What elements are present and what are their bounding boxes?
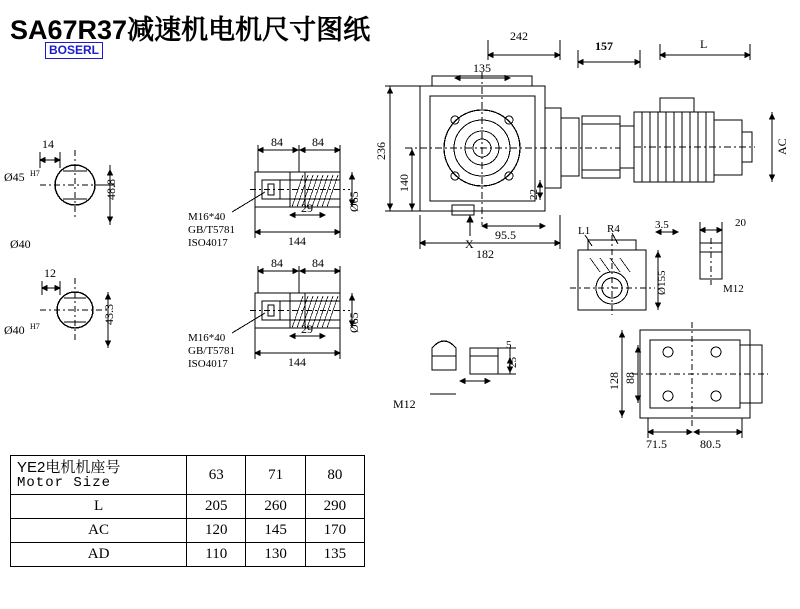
note-shaft-bottom-thread1: M16*40 [188, 332, 226, 344]
table-row [11, 543, 365, 567]
dim-right-dia155: Ø155 [656, 270, 668, 295]
dim-right-l1: L1 [578, 225, 591, 237]
note-shaft-top-thread2: GB/T5781 [188, 224, 236, 236]
dim-bottom-71-5: 71.5 [646, 437, 667, 451]
dim-left-bottom-bore: Ø40 [4, 323, 25, 337]
label-section-x: X [465, 237, 474, 251]
table-row [11, 456, 365, 495]
dim-bottom-88: 88 [623, 372, 637, 384]
table-header-label-cn: YE2电机机座号 [17, 458, 121, 476]
table-header-value-2: 80 [305, 456, 364, 495]
dim-main-157: 157 [595, 39, 613, 53]
dim-shaft-bottom-84a: 84 [271, 256, 283, 270]
dim-shaft-top-144: 144 [288, 234, 306, 248]
note-shaft-top-thread1: M16*40 [188, 211, 226, 223]
table-row-label-AC: AC [11, 519, 187, 543]
dim-shaft-top-dia: Ø65 [347, 191, 361, 212]
dim-bottom-128: 128 [607, 372, 621, 390]
dim-shaft-bottom-84b: 84 [312, 256, 324, 270]
dim-left-top-bore: Ø45 [4, 170, 25, 184]
table-cell-AC-80: 170 [305, 519, 364, 543]
dim-main-135: 135 [473, 61, 491, 75]
table-cell-L-80: 290 [305, 495, 364, 519]
brand-logo: BOSERL [45, 42, 103, 59]
dim-main-182: 182 [476, 247, 494, 261]
dim-main-242: 242 [510, 29, 528, 43]
dim-right-3-5: 3.5 [655, 219, 669, 231]
dim-left-bottom-bore-tol: H7 [30, 322, 40, 331]
table-header-value-0: 63 [187, 456, 246, 495]
table-cell-AD-63: 110 [187, 543, 246, 567]
page-title: SA67R37减速机电机尺寸图纸 [10, 15, 371, 45]
dim-right-m12: M12 [723, 283, 744, 295]
table-cell-AD-80: 135 [305, 543, 364, 567]
table-row-label-L: L [11, 495, 187, 519]
dim-main-95-5: 95.5 [495, 228, 516, 242]
table-cell-L-71: 260 [246, 495, 305, 519]
dim-left-top-48-8: 48.8 [104, 179, 118, 200]
table-row [11, 519, 365, 543]
dim-shaft-bottom-29: 29 [301, 322, 313, 336]
table-row [11, 495, 365, 519]
note-shaft-bottom-thread3: ISO4017 [188, 358, 228, 370]
dim-main-140: 140 [397, 174, 411, 192]
dim-bottom-80-5: 80.5 [700, 437, 721, 451]
dim-left-top-bore-tol: H7 [30, 169, 40, 178]
dim-left-bottom-43-3: 43.3 [102, 304, 116, 325]
table-cell-AD-71: 130 [246, 543, 305, 567]
dim-right-20: 20 [735, 217, 746, 229]
table-header-value-1: 71 [246, 456, 305, 495]
dim-right-r4: R4 [607, 223, 620, 235]
table-header-label [11, 456, 187, 495]
dim-detail-5: 5 [506, 339, 512, 351]
dim-shaft-top-84a: 84 [271, 135, 283, 149]
dim-main-AC: AC [775, 138, 789, 155]
dim-shaft-bottom-144: 144 [288, 355, 306, 369]
dim-detail-25: 25 [507, 357, 519, 368]
dim-main-L: L [700, 37, 708, 51]
dim-shaft-top-84b: 84 [312, 135, 324, 149]
dim-main-22: 22 [528, 189, 540, 200]
table-cell-AC-71: 145 [246, 519, 305, 543]
table-row-label-AD: AD [11, 543, 187, 567]
note-shaft-top-thread3: ISO4017 [188, 237, 228, 249]
dim-shaft-top-29: 29 [301, 201, 313, 215]
dim-left-top-14: 14 [42, 137, 54, 151]
dim-main-236: 236 [374, 142, 388, 160]
motor-size-table [10, 455, 365, 567]
dim-left-top-d40: Ø40 [10, 237, 31, 251]
table-cell-AC-63: 120 [187, 519, 246, 543]
table-header-label-en: Motor Size [17, 474, 112, 491]
table-cell-L-63: 205 [187, 495, 246, 519]
dim-left-bottom-12: 12 [44, 266, 56, 280]
note-shaft-bottom-thread2: GB/T5781 [188, 345, 236, 357]
label-detail-m12: M12 [393, 397, 416, 411]
dim-shaft-bottom-dia: Ø65 [347, 312, 361, 333]
